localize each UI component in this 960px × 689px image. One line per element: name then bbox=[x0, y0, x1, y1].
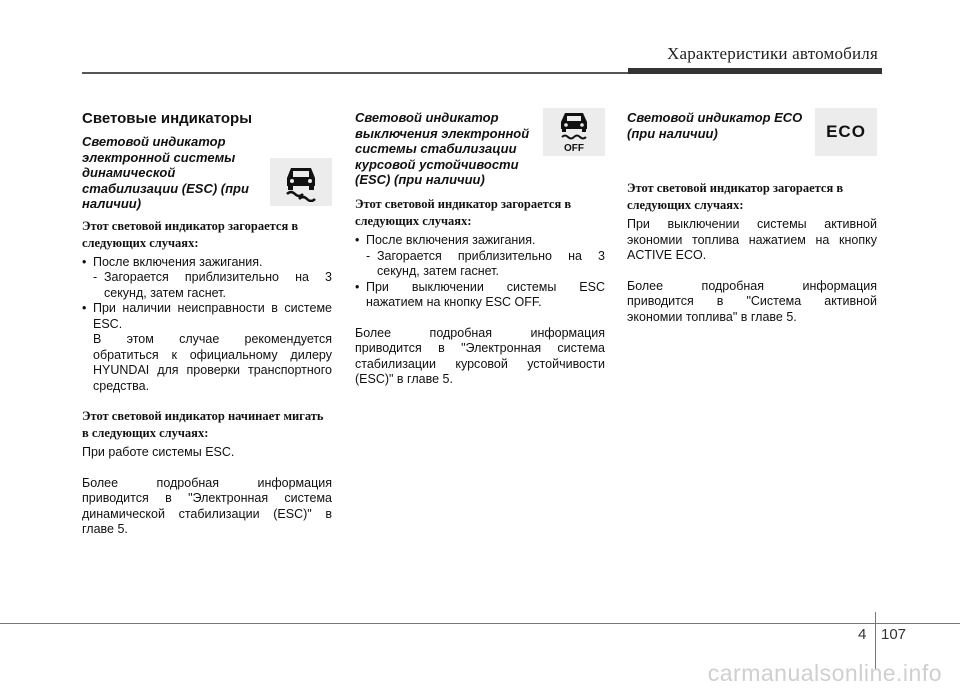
column-esc-off bbox=[355, 110, 605, 388]
esc-off-icon bbox=[543, 108, 605, 156]
page-number: 107 bbox=[881, 626, 907, 643]
indicator-heading bbox=[355, 110, 605, 190]
when-on-heading: Этот световой индикатор загорается в следующих случаях: bbox=[82, 218, 299, 250]
blink-text: При работе системы ESC. bbox=[82, 445, 235, 459]
list-subitem: - Загорается приблизительно на 3 секунд, затем гаснет. bbox=[93, 270, 332, 300]
more-info: Более подробная информация приводится в "Электронная система динамической стабилизации (ESC)" в главе 5. bbox=[82, 475, 332, 536]
when-on-heading: Этот световой индикатор загорается в следующих случаях: bbox=[355, 197, 572, 228]
chapter-number: 4 bbox=[858, 626, 867, 643]
when-on-heading: Этот световой индикатор загорается в следующих случаях: bbox=[627, 181, 844, 212]
watermark: carmanualsonline.info bbox=[707, 660, 942, 686]
footer-rule bbox=[0, 623, 960, 624]
indicator-title: Световой индикатор электронной системы динамической стабилизации (ESC) (при наличии) bbox=[82, 134, 249, 211]
section-title: Световые индикаторы bbox=[82, 110, 253, 127]
list-item-continuation: В этом случае рекомендуется обратиться к официальному дилеру HYUNDAI для проверки транспортного средства. bbox=[93, 332, 332, 393]
more-info: Более подробная информация приводится в "Система активной экономии топлива" в главе 5. bbox=[627, 278, 877, 324]
indicator-heading bbox=[82, 134, 332, 212]
list-item: • После включения зажигания. bbox=[355, 233, 605, 249]
more-info: Более подробная информация приводится в "Электронная система стабилизации курсовой устойчивости (ESC)" в главе 5. bbox=[355, 325, 605, 386]
when-blink-heading: Этот световой индикатор начинает мигать в следующих случаях: bbox=[82, 409, 324, 440]
esc-skid-icon bbox=[270, 158, 332, 206]
header-rule-accent bbox=[628, 68, 882, 74]
indicator-title: Световой индикатор выключения электронной системы стабилизации курсовой устойчивости (ESC) (при наличии) bbox=[355, 110, 530, 187]
list-item: • При выключении системы ESC нажатием на кнопку ESC OFF. bbox=[355, 280, 605, 311]
chapter-header: Характеристики автомобиля bbox=[667, 44, 878, 63]
list-item: • При наличии неисправности в системе ESC. bbox=[82, 301, 332, 332]
list-item: • После включения зажигания. bbox=[82, 255, 332, 271]
eco-icon bbox=[815, 108, 877, 156]
svg-text:OFF: OFF bbox=[564, 143, 584, 154]
column-esc bbox=[82, 110, 332, 538]
eco-text: При выключении системы активной экономии топлива нажатием на кнопку ACTIVE ECO. bbox=[627, 217, 877, 262]
column-eco bbox=[627, 110, 877, 325]
indicator-title: Световой индикатор ECO (при наличии) bbox=[627, 110, 803, 141]
eco-icon-label: ECO bbox=[826, 122, 866, 141]
list-subitem: - Загорается приблизительно на 3 секунд, затем гаснет. bbox=[366, 248, 605, 278]
indicator-heading bbox=[627, 110, 877, 174]
